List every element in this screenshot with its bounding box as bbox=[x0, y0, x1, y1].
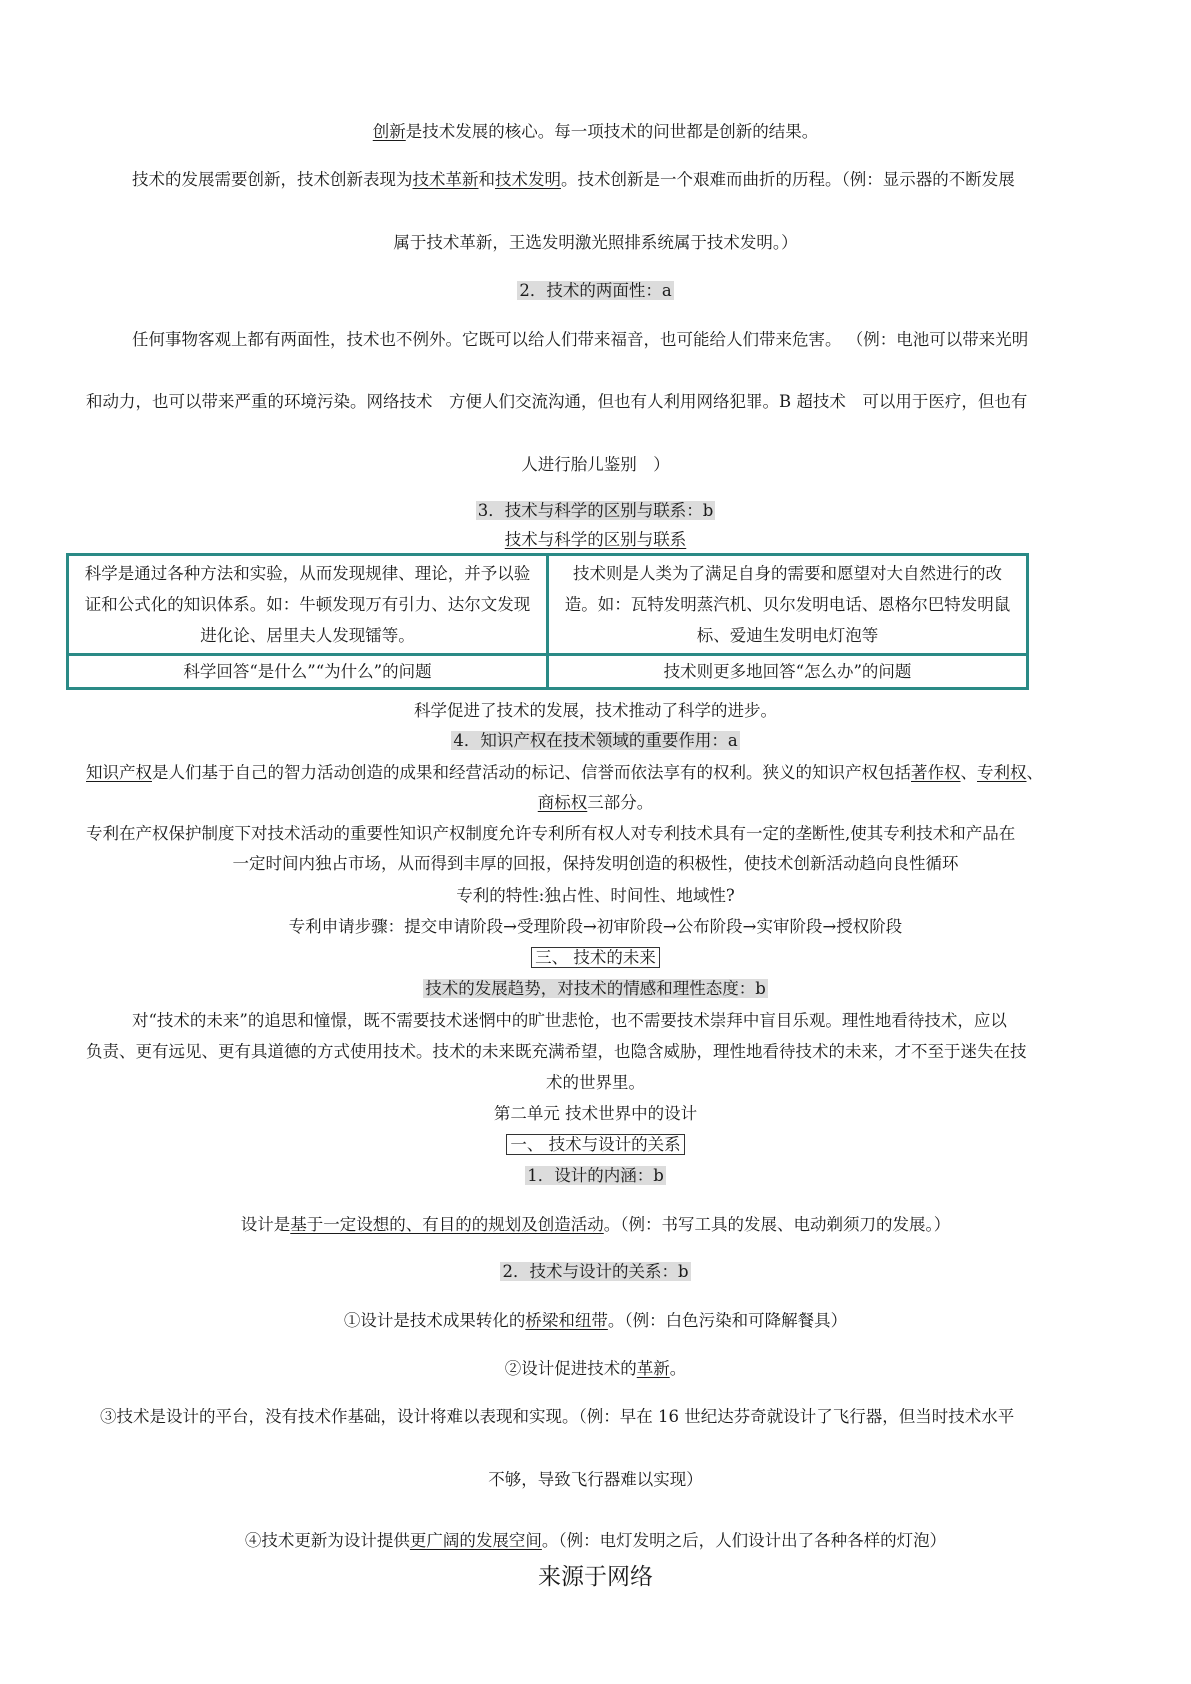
line-l19 bbox=[0, 978, 1191, 1000]
line-l22 bbox=[0, 1072, 1191, 1094]
line-l20 bbox=[132, 1010, 1132, 1032]
text-run: 2．技术与设计的关系：b bbox=[502, 1262, 689, 1281]
text-run: 专利权 bbox=[977, 763, 1027, 782]
line-l18 bbox=[0, 947, 1191, 969]
text-run: 、 bbox=[960, 763, 977, 782]
text-run: 4．知识产权在技术领域的重要作用：a bbox=[453, 731, 738, 750]
text-run: 三部分。 bbox=[587, 793, 654, 812]
technology-definition-cell: 技术则是人类为了满足自身的需要和愿望对大自然进行的改造。如：瓦特发明蒸汽机、贝尔发明电话、恩格尔巴特发明鼠标、爱迪生发明电灯泡等 bbox=[548, 555, 1028, 655]
line-l3 bbox=[0, 232, 1191, 254]
line-l17 bbox=[0, 916, 1191, 938]
science-question-cell: 科学回答“是什么”“为什么”的问题 bbox=[68, 655, 548, 689]
line-l24 bbox=[0, 1134, 1191, 1156]
line-l12 bbox=[86, 762, 1136, 784]
line-l29 bbox=[0, 1358, 1191, 1380]
text-run: 不够，导致飞行器难以实现） bbox=[488, 1470, 703, 1489]
text-run: ④技术更新为设计提供 bbox=[244, 1531, 410, 1550]
line-l6 bbox=[86, 391, 1136, 413]
text-run: 是技术发展的核心。每一项技术的问世都是创新的结果。 bbox=[405, 122, 819, 141]
text-run: 科学促进了技术的发展，技术推动了科学的进步。 bbox=[414, 701, 777, 720]
text-run: 基于一定设想的、有目的的规划及创造活动 bbox=[290, 1215, 604, 1234]
text-run: 技术与科学的区别与联系 bbox=[504, 530, 687, 549]
text-run: 对“技术的未来”的追思和憧憬，既不需要技术迷惘中的旷世悲怆，也不需要技术崇拜中盲目乐观。理性地看待技术，应以 bbox=[132, 1011, 1007, 1030]
text-run: 知识产权 bbox=[86, 763, 152, 782]
text-run: 2．技术的两面性：a bbox=[519, 281, 672, 300]
line-l30 bbox=[100, 1406, 1140, 1428]
text-run: 专利在产权保护制度下对技术活动的重要性知识产权制度允许专利所有权人对专利技术具有一定的垄断性,使其专利技术和产品在 bbox=[86, 824, 1016, 843]
line-l4 bbox=[0, 280, 1191, 302]
comparison-table bbox=[66, 553, 1029, 690]
text-run: 。（例：电灯发明之后，人们设计出了各种各样的灯泡） bbox=[541, 1531, 947, 1550]
text-run: 人进行胎儿鉴别 ） bbox=[521, 455, 670, 474]
line-l26 bbox=[0, 1214, 1191, 1236]
text-run: 1．设计的内涵：b bbox=[527, 1166, 664, 1185]
line-l25 bbox=[0, 1165, 1191, 1187]
line-l31 bbox=[0, 1469, 1191, 1491]
text-run: 专利的特性:独占性、时间性、地域性? bbox=[456, 886, 735, 905]
text-run: ②设计促进技术的 bbox=[504, 1359, 637, 1378]
line-l7 bbox=[0, 454, 1191, 476]
text-run: 创新 bbox=[372, 122, 406, 141]
text-run: 专利申请步骤：提交申请阶段→受理阶段→初审阶段→公布阶段→实审阶段→授权阶段 bbox=[288, 917, 903, 936]
text-run: 商标权 bbox=[537, 793, 588, 812]
text-run: 。技术创新是一个艰难而曲折的历程。（例：显示器的不断发展 bbox=[561, 170, 1015, 189]
line-l15 bbox=[0, 853, 1191, 875]
table-row bbox=[68, 555, 1028, 655]
text-run: 属于技术革新，王选发明激光照排系统属于技术发明。） bbox=[393, 233, 798, 252]
text-run: 。（例：白色污染和可降解餐具） bbox=[607, 1311, 848, 1330]
text-run: 第二单元 技术世界中的设计 bbox=[493, 1104, 698, 1123]
line-l28 bbox=[0, 1310, 1191, 1332]
text-run: 技术发明 bbox=[495, 170, 561, 189]
text-run: 和 bbox=[478, 170, 495, 189]
text-run: 是人们基于自己的智力活动创造的成果和经营活动的标记、信誉而依法享有的权利。狭义的知识产权包括 bbox=[152, 763, 911, 782]
text-run: 一定时间内独占市场，从而得到丰厚的回报，保持发明创造的积极性，使技术创新活动趋向良性循环 bbox=[232, 854, 959, 873]
line-l13 bbox=[0, 792, 1191, 814]
text-run: 。 bbox=[669, 1359, 687, 1378]
text-run: 一、 技术与设计的关系 bbox=[506, 1134, 684, 1155]
line-l2 bbox=[132, 169, 1132, 191]
line-l1 bbox=[0, 121, 1191, 143]
text-run: 术的世界里。 bbox=[546, 1073, 645, 1092]
text-run: 3．技术与科学的区别与联系：b bbox=[477, 501, 714, 520]
text-run: 设计是 bbox=[240, 1215, 291, 1234]
technology-question-cell: 技术则更多地回答“怎么办”的问题 bbox=[548, 655, 1028, 689]
text-run: 著作权 bbox=[911, 763, 961, 782]
text-run: 三、 技术的未来 bbox=[531, 947, 660, 968]
text-run: 、 bbox=[1026, 763, 1043, 782]
line-l21 bbox=[86, 1041, 1136, 1063]
table-row bbox=[68, 655, 1028, 689]
line-l27 bbox=[0, 1261, 1191, 1283]
line-l5 bbox=[132, 329, 1132, 351]
line-l14 bbox=[86, 823, 1136, 845]
text-run: 技术的发展需要创新，技术创新表现为 bbox=[132, 170, 413, 189]
text-run: 负责、更有远见、更有具道德的方式使用技术。技术的未来既充满希望，也隐含威胁，理性地看待技术的未来，才不至于迷失在技 bbox=[86, 1042, 1027, 1061]
line-l9 bbox=[0, 529, 1191, 551]
line-l10 bbox=[0, 700, 1191, 722]
line-l16 bbox=[0, 885, 1191, 907]
text-run: 革新 bbox=[636, 1359, 670, 1378]
line-l23 bbox=[0, 1103, 1191, 1125]
text-run: 任何事物客观上都有两面性，技术也不例外。它既可以给人们带来福音，也可能给人们带来危害。 （例：电池可以带来光明 bbox=[132, 330, 1029, 349]
source-footer: 来源于网络 bbox=[538, 1564, 653, 1590]
line-l32 bbox=[0, 1530, 1191, 1552]
line-l11 bbox=[0, 730, 1191, 752]
text-run: 技术的发展趋势，对技术的情感和理性态度：b bbox=[425, 979, 766, 998]
line-l8 bbox=[0, 500, 1191, 522]
text-run: ①设计是技术成果转化的 bbox=[343, 1311, 526, 1330]
text-run: 和动力，也可以带来严重的环境污染。网络技术 方便人们交流沟通，但也有人利用网络犯罪。B 超技术 可以用于医疗，但也有 bbox=[86, 392, 1028, 411]
science-definition-cell: 科学是通过各种方法和实验，从而发现规律、理论，并予以验证和公式化的知识体系。如：牛顿发现万有引力、达尔文发现进化论、居里夫人发现镭等。 bbox=[68, 555, 548, 655]
text-run: ③技术是设计的平台，没有技术作基础，设计将难以表现和实现。（例：早在 16 世纪达芬奇就设计了飞行器，但当时技术水平 bbox=[100, 1407, 1015, 1426]
text-run: 。（例：书写工具的发展、电动剃须刀的发展。） bbox=[603, 1215, 951, 1234]
text-run: 更广阔的发展空间 bbox=[409, 1531, 542, 1550]
text-run: 技术革新 bbox=[412, 170, 479, 189]
text-run: 桥梁和纽带 bbox=[525, 1311, 608, 1330]
